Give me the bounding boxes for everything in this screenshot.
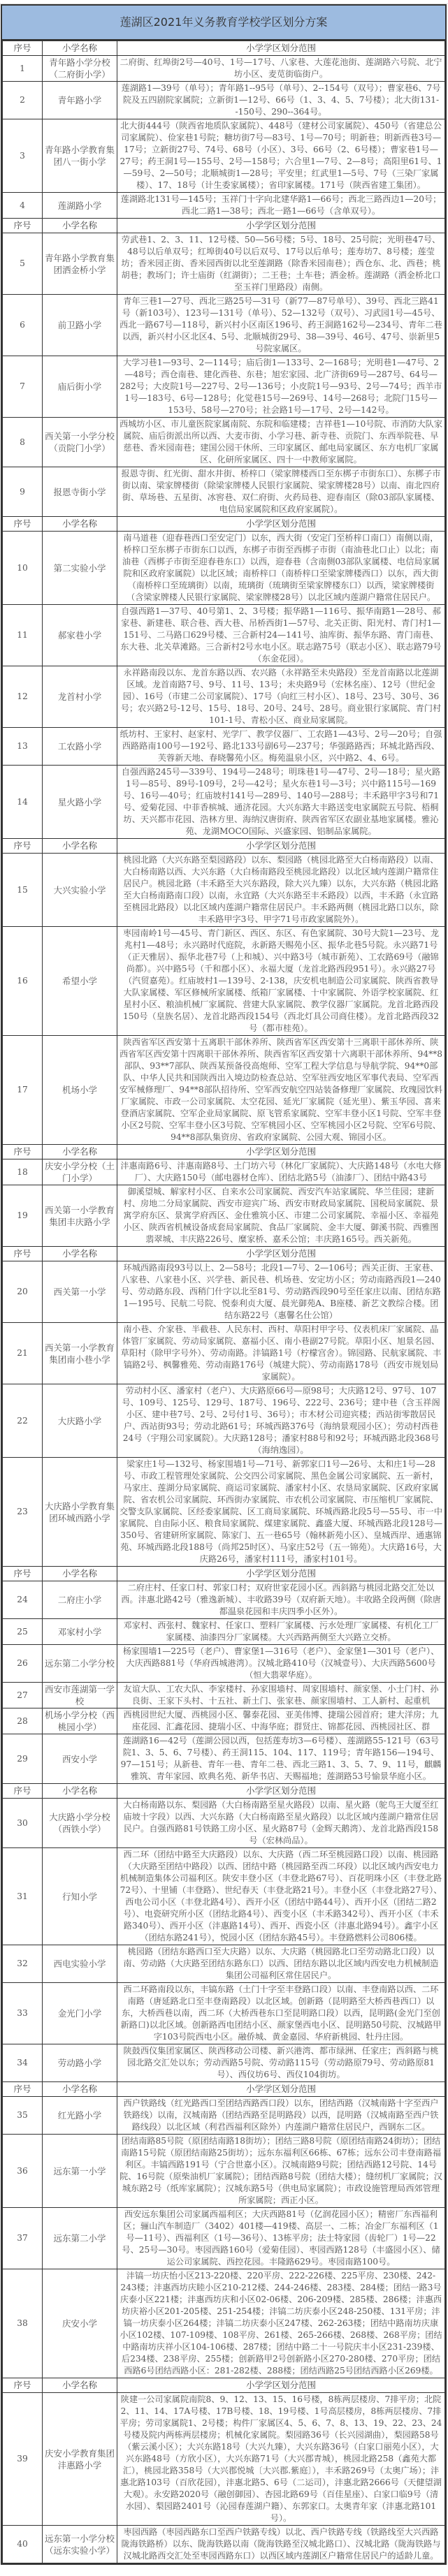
school-number: 21 (3, 1323, 43, 1384)
district-range: 劳武巷1、2、3、11、12号楼、50—56号楼；5号、18号、25号院；光明巷47号、48号以后单双号；红埠街40号以后双号、17号以后单号；莲寿坊7、8号楼；莲莹坊；香米园正街、香米园西街以北至莲湖路（除香米园南巷）；西仓东、北、西巷；桃胡巷；教场门；许士庙街（红湖街）；二王巷；土车巷；洒金桥。莲湖路（洒金桥北口至玉祥门里路段）南侧。 (117, 233, 445, 295)
header-range: 小学学区划分范围 (117, 2082, 445, 2097)
table-row (3, 1945, 445, 1983)
header-name: 小学名称 (43, 517, 117, 532)
school-number: 4 (3, 193, 43, 219)
district-range: 西桃园世纪大厦、西桃园小区、馨泰花园、亚美伟博、捷瑞公园首府；建大洋房；九座花园、汇鑫花园、捷瑞小区、中海华庭；群贤庄、锦都花园、西桃园社区、群 (117, 1708, 445, 1734)
school-number: 3 (3, 119, 43, 193)
school-name: 二府庄小学 (43, 1581, 117, 1619)
school-name: 郝家巷小学 (43, 605, 117, 666)
district-range: 杨家围墙1—225号（老户）、曹家堡1—316号（老户）、金家堡1—301号（老户）、大庆西路881号（华府西城港湾）。汉城北路410号（汉城壹号）、大庆西路5600号（恒大翡翠华庭）。 (117, 1645, 445, 1683)
school-name: 庙后街小学 (43, 356, 117, 418)
district-range: 沣惠南路6号、沣惠南路8号、土门坊六号（林化厂家属院）、大庆路148号（水电大修厂）、大庆路150号（邮电器材仓库）、团结北路5号（油漆厂）、团结中路43号 (117, 1159, 445, 1185)
table-row (3, 854, 445, 927)
table-row (3, 728, 445, 766)
school-name: 劳动路小学 (43, 2044, 117, 2082)
district-range: 陕西省军区西安第十五离职干部休养所、陕西省军区西安第十三离职干部休养所、陕西省军区西安第十四离职干部休养所、陕西省军区西安第十六离职干部休养所、94**8部队、93**7部队、陕西某预备役高炮师、空军工程大学信息与导航学院、94**0部队、中华人民共和国陕西出入境边防检查总站、空军驻西安地区军事代表局、空军西安军械修理厂、94**8部队招待所、空军西安航空四站装备修理厂家属院、玫瑰园饮料厂家属院、市政一公司家属院、太空花园、延光厂家属院（延光里）、紫玉华园、喜来登酒店家属院、空军企业局家属院、原飞管系家属院、空军丰登小区1号院、空军丰登小区2号院、空军丰登小区3号院、空军桃园小区、空军桃园小区2号院、空军6号院、94**8部队集资房、省政府家属院、公园大观、锦园小区。 (117, 1036, 445, 1145)
header-name: 小学名称 (43, 2378, 117, 2393)
table-row (3, 2269, 445, 2378)
header-range: 小学学区划分范围 (117, 1145, 445, 1159)
table-row (3, 193, 445, 219)
district-range: 桃园路（团结东路西口至大庆路）以东、大庆路（桃园路北口至劳动路北口段）以南、劳动路（大庆路至团结东路东口）以西、团结东路以北区域内西安电力机械制造集团公司福利区常住居民户。 (117, 1945, 445, 1983)
header-range: 小学学区划分范围 (117, 41, 445, 56)
column-header-row (3, 1784, 445, 1799)
district-range: 枣园南岭1号—45号、青门新区、西区、东区、有色家属院、30号大院1—23号、龙兆村1—48号；永兴路时代庭院，永新路天赐苑小区、振华北巷5号院。永兴路71号（正天雅居）、振华北巷7号（上和城）、兴中路3号（城市新苑）、工农路69号（融锦尚都）。兴中路5号（千和郡小区）、永福大厦（龙首北路西段951号）。永兴路27号（汽贸嘉苑）。红庙坡村1—139号、2-138，庆安机电制造公司家属院、陕西省教导大队家属楼、军区修械所家属楼、纸箱厂家属楼、十中家属院、外语学校家属院、红星村小区、粮油机械厂家属院、营建大队家属院、教学仪器厂家属院。龙首北路西段150号（皇族名居）、龙首北路西段154号（西北灯具公司商住楼）。龙首北路西段32号（都市桂苑）。 (117, 927, 445, 1036)
table-row (3, 1185, 445, 1247)
column-header-row (3, 839, 445, 854)
school-number: 23 (3, 1458, 43, 1567)
school-name: 庆安小学 (43, 2269, 117, 2378)
school-name: 西关第一小学教育集团南小巷小学 (43, 1323, 117, 1384)
school-number: 28 (3, 1708, 43, 1734)
table-row (3, 1458, 445, 1567)
district-range: 陕建一公司家属院南院8、9、12、13、15、16号楼，8栋两层楼房、7排平房；北院2、11、14、17A号楼、17B号楼、18、19号楼、1号高层楼房，8栋两层楼房、7排平房；劳司家属院1、2号楼；构件厂家属区4、5、6、7、8、13、19、22、23、24号楼及院内两栋两层楼房；机械化家属院。梨园路36号（长兴园湖曲），梨园路58号（紫云溪小区）；大兴东路18号（大兴九臻），大兴东路36号（白家口丽苑小区），大兴东路48号（方欣小区），大兴东路71号（大兴郡青城），桃园北路258（鑫苑大都汇），桃园北路358号（大兴郡悦城〔大兴郡.紫庭〕），丰禾路269号（太奥广场）；沣惠北路103号（百欣花园），沣惠北路5、6号（二运司），沣惠北路2666号（天健望湖大观）。永安路2020号（融创御园）、杏园北路69号（百佳星座）、白家口临9号（清水园）、梨园路2401号（沁园春莲湖户籍）、东郭家口。太奥青年家（沣惠北路101号）。 (117, 2393, 445, 2526)
district-range: 友谊大队、工农大队、李家楼村、孙家围墙村、周家围墙村、颜家堡、小土门村、孙良街、王家下头村、十五社、新土门、张家巷、颜家围墙村、工人新村、起重机 (117, 1683, 445, 1708)
header-range: 小学学区划分范围 (117, 839, 445, 854)
header-no: 序号 (3, 2378, 43, 2393)
school-number: 27 (3, 1683, 43, 1708)
school-name: 青年路小学教育集团洒金桥小学 (43, 233, 117, 295)
table-row (3, 1683, 445, 1708)
school-name: 西安市莲湖第一学校 (43, 1683, 117, 1708)
district-range: 邓家村、西张村、魏家村、任家口、塑料厂家属楼、污水处理厂家属楼、有机化工厂家属楼、油漆四分厂家属楼。大兴西路两侧至大兴路立交桥。 (117, 1619, 445, 1645)
header-no: 序号 (3, 839, 43, 854)
header-name: 小学名称 (43, 41, 117, 56)
table-row (3, 1323, 445, 1384)
header-range: 小学学区划分范围 (117, 517, 445, 532)
district-range: 御溪望城、解家村小区、自来水公司家属院、西安汽车站家属院、华兰佳园；建新村、房地二分局家属院、西安市迎宾广场、西安市财政局家属院、国税局家属院、景寓学府东区、景寓学府西区、金仕雅筑小区、市建二公司家属院、幸福小区、幸福苑小区、陕西省机械设备成套局家属院、食品厂家属院、金丰大厦、御溪书院、西雅图翡翠城、丰庆路226号、糜家桥、嘉禾公馆；丰庆路165号。西关新苑。 (117, 1185, 445, 1247)
school-number: 22 (3, 1384, 43, 1458)
school-number: 19 (3, 1185, 43, 1247)
column-header-row (3, 1567, 445, 1581)
spreadsheet-bottom-edge (0, 2565, 448, 2576)
table-row (3, 1036, 445, 1145)
header-no: 序号 (3, 1145, 43, 1159)
school-name: 青年路小学 (43, 82, 117, 119)
school-number: 15 (3, 854, 43, 927)
header-range: 小学学区划分范围 (117, 1247, 445, 1261)
district-range: 团结南路85号院（原团结南路18街坊）；团结三路8号院（原团结南路24街坊）；团结南路15号院（原团结南路25街坊）；远东东福利区66栋、67栋；远东公司丰登南路福利区。丰镐西路191号（宁合世嘉小区）。汉城南路9号院；团结西路12号院、14号院、16号院（原柴油机厂家属院）；团结西路8号院（团结大楼）；缝纫机厂家属院；汉城东路2号（纸库家属院）；汉城东路5号（供电局家属院）；市政设施管理局西郊管理所家属院；西正小区。 (117, 2135, 445, 2208)
table-row (3, 1159, 445, 1185)
school-name: 机场小学分校（西桃园小学） (43, 1708, 117, 1734)
school-number: 20 (3, 1261, 43, 1323)
school-number: 35 (3, 2097, 43, 2135)
table-row (3, 1983, 445, 2044)
school-name: 青年路小学分校（二府街小学） (43, 56, 117, 82)
district-range: 自强西路1—37号、40号第1、2、3号楼；振华路1—116号、振华南路1—28号、郝家巷、新建巷、联合巷、西大巷、吊桥西街1—57号、北关正街、阳光村、青门村1—151号、二马路口629号楼、三合新村24—141号、油库街、振华东路、青门南巷、东大巷、北关草滩路。三合新村2号水电小区。联志路75号（联志小区）、联志路79号（东金花园）。 (117, 605, 445, 666)
school-number: 2 (3, 82, 43, 119)
school-name: 远东第二小学分校 (43, 1645, 117, 1683)
district-range: 西户铁路线（红光路西口至团结西路西口段）以东，团结西路（汉城南路十字至西户铁路线）以南，汉城南路（团结西路至昆明路段）以西，昆明路（汉城南路至西户铁路线段）以北区域（利君西福利区除外）内莲湖户籍常住居民户，西钢东二区。 (117, 2097, 445, 2135)
school-number: 18 (3, 1159, 43, 1185)
district-range: 青年三巷1—27号、西北三路25号—31号（新77—87号单号）、39号、西北三路41号（新103号）、123号—131号（单号）、52—132号（双号）、习武园1号—45号、西北一路67号—118号，新兴村小区南区196号、药王洞路162号—234号、青年二巷以西，新兴村小区北区4、5号、北顺城街29号、38—39号、46号、47号、崇新里5号院家属区。 (117, 295, 445, 356)
header-range: 小学学区划分范围 (117, 1567, 445, 1581)
school-name: 大庆路小学分校（西铁小学） (43, 1799, 117, 1848)
district-range: 枣园西路（枣园西路东口至西户铁路专线）以北、西户铁路专线（铁路线至大兴西路陇海铁路桥）以东、陇海铁路以南（陇海铁路至汉城北路口）、汉城北路（陇海铁路与汉城北路西交汇处至枣园西路东口）以西区域内莲湖区户籍常住居民户的适龄儿童。 (117, 2526, 445, 2563)
table-row (3, 2044, 445, 2082)
school-name: 远东第一小学 (43, 2135, 117, 2208)
header-name: 小学名称 (43, 219, 117, 233)
district-range: 环城西路南段93号以上、2—58号；北段1—7号、2—106号；西关正街、王家巷、八家巷、八家巷小区、兴学巷、新民巷、机场巷、安定坊小区；劳动南路西段1—240号、劳动路东段、西稍门什字以北至81号、劳动路西段90号至任家庄以南、团结东路1—195号、民航二号院、悦泰利贞大厦、晨光御苑A、B座楼、新艺文教综合楼。团结东路22号（惠馨名仕公馆） (117, 1261, 445, 1323)
district-range: 西城坊小区、市儿童医院家属南院、东院和临建楼；吉祥巷1—10号院、市消防大队家属院、庙后街派出所以西、大麦市街、小学习巷、新寺巷、贡院门、东西举院巷、早慈巷、香米园南巷；建国公园干休所、三印家属区、邮电局家属区、东方电机厂家属区、化研所家属区、四十一中教师家属院。 (117, 418, 445, 467)
school-name: 金光门小学 (43, 1983, 117, 2044)
table-row (3, 2208, 445, 2269)
district-range: 二府街、红埠街2号—40号、1号—17号、八家巷、大莲花池街、莲湖路六号院、北宁坊小区、麦苋街临街户。 (117, 56, 445, 82)
table-row (3, 1581, 445, 1619)
header-no: 序号 (3, 1784, 43, 1799)
district-range: 南马道巷（迎春巷西口至安定门）以东，西大街（安定门至桥梓口南口）南侧以南，桥梓口至东梆子市街东口以西，东梆子市街至西梆子市街（南油巷北口止）以北；南油巷（西梆子市街至迎春巷东口）以西，迎春巷（含南侧03部队家属楼、电信局家属院和区政府家属院）以北区域；南桥梓口（南桥梓口至梁家牌楼西口）以东，西大街（南桥梓口至琉璃街）以南，琉璃街（琉璃街至梁家牌楼东口）以西，梁家牌楼街（含梁家牌楼人民银行家属院、梁家牌楼28号）以北区域内莲湖户籍常住居民户。 (117, 532, 445, 605)
sheet-title: 莲湖区2021年义务教育学校学区划分方案 (2, 4, 445, 41)
table-row (3, 1799, 445, 1848)
district-range: 西二环路南段以东，丰镐东路（土门十字至丰登路口段）以南、丰登南路以西、二环南路（唐延路北口至丰登南路段）以北区域。创新路（昆明路至大桥西巷西口）以东，大桥西巷以南，西二环（大桥西巷东口至昆明路口段）以西，昆明路(金光门至创新路口)以北区域。创新路西电团结小区、颜家堡西电小区、昆明路50号院、汉城路甲字103号院西电小区。融侨城、黄金嘉园、华府新桃园、牡丹庄园。 (117, 1983, 445, 2044)
school-number: 40 (3, 2526, 43, 2563)
school-number: 6 (3, 295, 43, 356)
column-header-row (3, 1247, 445, 1261)
table-row (3, 605, 445, 666)
header-name: 小学名称 (43, 2082, 117, 2097)
school-name: 大庆路小学教育集团环城西路小学 (43, 1458, 117, 1567)
school-number: 39 (3, 2393, 43, 2526)
school-name: 莲湖路小学 (43, 193, 117, 219)
table-row (3, 1619, 445, 1645)
district-range: 二府庄村、任家口村、郭家口村；双府世家花园小区。西斜路与桃园北路交汇处以西。沣惠北路42号（雅逸新城）、丰收路39号（双府新天地）。丰收路全段两侧（除唐都温泉花园和丰庆四季小区外）。 (117, 1581, 445, 1619)
school-name: 红光路小学 (43, 2097, 117, 2135)
school-number: 37 (3, 2208, 43, 2269)
district-range: 报恩寺街、红光街、甜水井街、桥梓口（梁家牌楼西口至东梆子市街东口）、东梆子市街以南、梁家牌楼街（除梁家牌楼人民银行家属院、梁家牌楼28号）以南、南北四府街、草场巷、五星街、冰窖巷、双仁府街、火药局巷、迎春南区（除03部队家属楼、电信局家属院和区政府家属院）。 (117, 467, 445, 517)
header-no: 序号 (3, 517, 43, 532)
school-district-sheet (1, 4, 447, 2565)
school-number: 30 (3, 1799, 43, 1848)
school-number: 26 (3, 1645, 43, 1683)
school-number: 1 (3, 56, 43, 82)
district-range: 南小巷、介家巷、半截巷、人民东村、西村、草阳村甲字号、仪表机床厂家属院、晶体管厂家属院、劳动局家属院、嘉福小区、南小巷副27号院。草阳小区、旭景名园、草阳村（除甲字号外）、劳动南路。沣镐路1号（柠檬宫舍）。锦园路、民航家属院、丰镐路2号、枫馨雅苑、劳动南路176号（城建大院）、劳动南路178号（西安市规划局家属院）。 (117, 1323, 445, 1384)
school-name: 庆安小学教育集团沣惠路小学 (43, 2393, 117, 2526)
header-name: 小学名称 (43, 1784, 117, 1799)
school-number: 8 (3, 418, 43, 467)
table-row (3, 532, 445, 605)
school-name: 西关第一小学 (43, 1261, 117, 1323)
school-number: 36 (3, 2135, 43, 2208)
table-row (3, 233, 445, 295)
district-range: 莲湖路北131号—145号；玉祥门十字向北建华路1—66号；西北三路西边1—20号；西北二路1—38号；西北一路1—66号（含单双号）。 (117, 193, 445, 219)
header-no: 序号 (3, 41, 43, 56)
school-name: 青年路小学教育集团八一街小学 (43, 119, 117, 193)
column-header-row (3, 41, 445, 56)
district-range: 桃园北路（大兴东路至梨园路段）以东、梨园路（桃园北路至大白杨南路段）以南、大白杨南路以西、大兴东路（大白杨南路段至桃园北路段）以北区域内莲湖户籍常住居民户。桃园北路（丰禾路至大兴东路段，除大兴九臻）以东，大兴东路（桃园北路至大白杨南路南口段）以南，永宜路（大兴东路至丰禾路段）以西，丰禾路（永宜路至桃园北路段）以北区域内莲湖户籍常住居民户。丰禾路两侧（桃园北路口以东，除丰禾路甲字3号、甲字71号市政家属院外）。 (117, 854, 445, 927)
header-name: 小学名称 (43, 839, 117, 854)
school-name: 工农路小学 (43, 728, 117, 766)
school-name: 西关第一小学教育集团丰庆路小学 (43, 1185, 117, 1247)
school-number: 7 (3, 356, 43, 418)
column-header-row (3, 219, 445, 233)
table-row (3, 1645, 445, 1683)
table-row (3, 2393, 445, 2526)
school-number: 17 (3, 1036, 43, 1145)
school-name: 机场小学 (43, 1036, 117, 1145)
school-name: 行知小学 (43, 1848, 117, 1945)
table-row (3, 467, 445, 517)
district-range: 西安远东集团公司家属西福利区；大庆西路81号（亿润花园小区）；精密厂东西福利区；骊山汽车制造厂（3402）401楼—419楼、高层一、二栋；冶金厂东福利区（1号—11号）、西福利区（1号—36号）、13栋平房；法士特家园（齿轮厂）1号—22号、25号—30号。枣园西路160号（爱菊佳园）、枣园西路128号（丰盛园小区）、储运公司家属院、西控花园。丰隆路629号。枣园南路100号。 (117, 2208, 445, 2269)
header-name: 小学名称 (43, 1145, 117, 1159)
district-range: 劳动村小区、潘家村（老户）、大庆路原66号—原98号；大庆路12号、97号、107号、109号、125号、129号、187号、196号、222号、236号；建中巷（含玉祥阁小区、建中巷7号、2号、2号付1号、36号）；市木材公司迎宾楼；西站街零散居民户、西站街93号；劳动北路61号；环城西路376号（海纳景观园小区）；劳动村西巷24号（宇翔公司家属院）。大庆路128号；潘家村88号和92号；环城西路北段368号（海纳逸园）。 (117, 1384, 445, 1458)
school-number: 9 (3, 467, 43, 517)
header-no: 序号 (3, 219, 43, 233)
table-row (3, 666, 445, 728)
header-range: 小学学区划分范围 (117, 1784, 445, 1799)
table-row (3, 119, 445, 193)
school-name: 远东第二小学 (43, 2208, 117, 2269)
school-number: 32 (3, 1945, 43, 1983)
table-row (3, 295, 445, 356)
table-row (3, 356, 445, 418)
school-name: 远东第一小学分校（远东实验小学） (43, 2526, 117, 2563)
table-row (3, 1261, 445, 1323)
school-number: 11 (3, 605, 43, 666)
school-name: 邓家村小学 (43, 1619, 117, 1645)
table-row (3, 2097, 445, 2135)
table-row (3, 1384, 445, 1458)
district-range: 自强西路245号—339号、194号—248号；明珠巷1号—47号、2号—18号；星火路1号—85号、89号-109号，2号—42号；星火东巷1号—3号；兴中路115号—169号、16号—40号；红庙坡村141号—289号、140号—288号；丰禾路甲字3号和71号、爱菊花园、中菲香槟城、通济花园。大兴东路大丰路送变电家属院五号院、梧桐坊、天兴都市花园、浩林方里、海纳汉唐街府、陕西省军区农副业基地家属楼。雅沁苑、龙湖MOCO国际、兴盛家园、铝制品家属院。 (117, 766, 445, 839)
district-range: 大学习巷1—93号、2—114号；庙后街1—133号、2—168号；光明巷1—47号、2—48号；西仓南巷、建化西巷、东巷；旭宏家园、北广济街69号—287号、64号—282号；大皮院1号—227号、2号—136号；小皮院1号—93号、2号—74号；西羊市1号—183号、6号—128号；化觉巷15号—269号、14号—268号；北院门15号—153号、58号—270号；社会路1号—17号、2号—142号。 (117, 356, 445, 418)
table-row (3, 1848, 445, 1945)
school-name: 大庆路小学 (43, 1384, 117, 1458)
district-range: 大白杨南路以东、梨园路（大白杨南路至星火路段）以南、星火路（鸵鸟王大厦至红庙坡十字段）以西、大兴东路（大白杨南路至星火路段）以北区域内莲湖户籍常住居民户。自强西路81号铁路工房小区、星火路87号（金辉天鹅湾）、龙首北路西段158号（宏林尚品）。 (117, 1799, 445, 1848)
column-header-row (3, 2082, 445, 2097)
table-row (3, 56, 445, 82)
table-row (3, 1708, 445, 1734)
school-name: 西关第一小学分校（贡院门小学） (43, 418, 117, 467)
school-number: 38 (3, 2269, 43, 2378)
header-name: 小学名称 (43, 1247, 117, 1261)
district-range: 莲湖路1—39号（单号）；青年路1--95号（单号）、2--154号（双号）；曹家巷6、7号院及五四剧院家属院；立新街1—12号、66号（1、3、4、5、7号楼）；北大街131--150号、290--364号。 (117, 82, 445, 119)
table-row (3, 927, 445, 1036)
school-name: 龙首村小学 (43, 666, 117, 728)
school-number: 29 (3, 1734, 43, 1784)
header-range: 小学学区划分范围 (117, 219, 445, 233)
school-number: 31 (3, 1848, 43, 1945)
school-number: 10 (3, 532, 43, 605)
school-name: 希望小学 (43, 927, 117, 1036)
district-range: 西二环（团结中路至大庆路段）以东、大庆路（西二环至桃园路口段）以南、桃园路（大庆路至团结中路段）以西、团结中路（桃园路至西二环段）以北区域内西安电力机械制造集体公司福利区。陕安丰登小区（丰登北路67号）、百花明珠小区（丰登北路72号）、十里铺（丰登路）、世纪春天（丰登北路21号）。丰登小区（丰登北路27号）、西电公司小区（丰登北路4号）、西开小区（团结中路44号）、西开小区（团结二路2号）、电瓷研究所小区（团结北路4号）、西变小区（丰禾路342号）、西开小区（丰禾路340号）、西开小区（沣惠路14号）、西开、西瓷小区（沣惠北路94号）。鑫宇小区（团结东路241号），悦园小区（团结东路45号）。丰登路燃料公司806楼。 (117, 1848, 445, 1945)
header-range: 小学学区划分范围 (117, 2378, 445, 2393)
header-no: 序号 (3, 1567, 43, 1581)
district-range: 梁家庄1号—132号、杨家围墙1号—71号、新郭家口1号—26号、太和庄1号—28号、市政工程管理处家属院、公交四公司家属院、黑色金属公司家属院、五一新村，马家庄、莲湖分局家属院、商运司家属院、潘家村小区、农垦局家属院、区政府家属院、省农机公司家属院、环西街办家属院、市农机公司家属院、市压缩机厂家属院、交警支队家属院、区经委家属院、区工商局家属院、环城西路北段5号—55号、市一中家属院、自由际小区、粮食局家属院、煤建家属院、鑫盛大厦、环城西路北段128号—350号、省建研所家属院、陈家门、五一巷65号（翰林新苑小区）、皇城西岸、通惠锦苑、环城西路北段188号（尚邦25时区）、马家庄52号（五一锦苑）。大庆路16号，大庆路26号，潘家村111号，潘家村101号。 (117, 1458, 445, 1567)
school-number: 13 (3, 728, 43, 766)
school-number: 33 (3, 1983, 43, 2044)
table-row (3, 2526, 445, 2563)
school-name: 西电实验小学 (43, 1945, 117, 1983)
table-row (3, 766, 445, 839)
school-number: 25 (3, 1619, 43, 1645)
school-name: 西安小学 (43, 1734, 117, 1784)
school-number: 12 (3, 666, 43, 728)
district-range: 陕鼓西仪集团家属区、陕西移动公司楼、新兴港湾、都市绿洲、任家庄；西斜路与桃园北路交汇处以东；劳动西路5号院、劳动路115号（劳动路原79号、劳动路原81号）、西仪坊6号、西仪104街坊。 (117, 2044, 445, 2082)
district-range: 沣镐一坊庆怡小区213-220楼、220平房、222-226楼、225平房、230楼、242-243楼；沣惠西坊庆睦小区210-212楼、244-246楼、283楼、284楼；团结一路3号庆泰小区221楼；沣惠西坊庆和小区02-06楼、206-209楼、285楼、286楼；沣惠西坊庆裕小区201-205楼、251-254楼；沣镐二坊庆泰小区248-250楼、131平房；沣镐一坊庆泰小区264楼；沣镐二坊庆泰小区247楼、262-263楼；团结中路南坊庆康小区102楼、107-109楼、108平房、261楼、265-266楼、268楼、268平房；团结中路南坊庆祥小区104-106楼、287楼；团结中路二十一号院庆丰小区231-239楼、后234楼、238平房、255楼；创新路甲2号创新路小区270-280楼、270平房；团结西路6号团结西路小区：281-282楼、288楼；团结西路25号团结西路小区269楼。 (117, 2269, 445, 2378)
district-range: 永祥路南段以东、龙首东路以西、农兴路（永祥路至未央路段）至龙首南路以北莲湖区域。龙首南路7号、9号、11号、13号；未央路9号（宏林名座）、12号（世纪金园）、16号（市建二公司家属院）、17号（向红三村小区）、18号、23号、30号、36号；农兴路2号-12号、15号、18号、20号、24号、28号。商业银行家属院、青门村101-1号、青松小区、商业局家属院。 (117, 666, 445, 728)
column-header-row (3, 517, 445, 532)
district-range: 纸坊村、王家村、赵家村、光学厂、教学仪器厂、工农路1—43号、2号—20号；自强西路路南100号—192号、路北133号副6号—237号；华强路路西；环城北路西段、芙蓉新天地、春晓馨苑小区。梅苑温泉小区，兴中路2、4、6号。 (117, 728, 445, 766)
district-range: 莲湖路16—42号（莲湖公园以西，包括莲寿坊3—6号楼）、莲湖路55-121号（63号院1、3、5、6、7号楼）、药王洞115、104、117、119号；青年路156—194号、97—151号；从新巷、青年一巷、青年二巷、西北三路1、3、5、7、9、11号，麒麟雅筑、青年家园、欧典名苑、新华书店、天赐福地；莲湖路53号愉景华庭小区。 (117, 1734, 445, 1784)
table-row (3, 82, 445, 119)
column-header-row (3, 1145, 445, 1159)
district-range: 北大街444号（陕西省地质队家属院）、448号（建材公司家属院）、450号（省建总公司家属院）、俭家巷1号院；糖坊街7号—83号、1号—70号；明新巷；明新西巷3号—17号；立新街27号、74号、68号（小区）、3号、66号（2、6号楼）；曹家巷1号—27号；药王洞1号—155号、2号—158号；六合里1—7号、2—8号；高阳里61号、1—59号、2—50号；北顺城街1—28号；平安里；红武里1—5号、7号（三染厂家属楼）、17、18号（计生委家属楼）；省印家属楼。171号（陕西省建工集团）。 (117, 119, 445, 193)
header-no: 序号 (3, 1247, 43, 1261)
header-no: 序号 (3, 2082, 43, 2097)
table-row (3, 2135, 445, 2208)
table-row (3, 418, 445, 467)
school-number: 24 (3, 1581, 43, 1619)
school-number: 14 (3, 766, 43, 839)
school-name: 庆安小学分校（土门小学） (43, 1159, 117, 1185)
school-name: 星火路小学 (43, 766, 117, 839)
school-number: 16 (3, 927, 43, 1036)
school-name: 报恩寺街小学 (43, 467, 117, 517)
school-number: 5 (3, 233, 43, 295)
school-name: 第二实验小学 (43, 532, 117, 605)
school-name: 前卫路小学 (43, 295, 117, 356)
district-table (2, 41, 445, 2563)
table-row (3, 1734, 445, 1784)
column-header-row (3, 2378, 445, 2393)
header-name: 小学名称 (43, 1567, 117, 1581)
school-number: 34 (3, 2044, 43, 2082)
school-name: 大兴实验小学 (43, 854, 117, 927)
